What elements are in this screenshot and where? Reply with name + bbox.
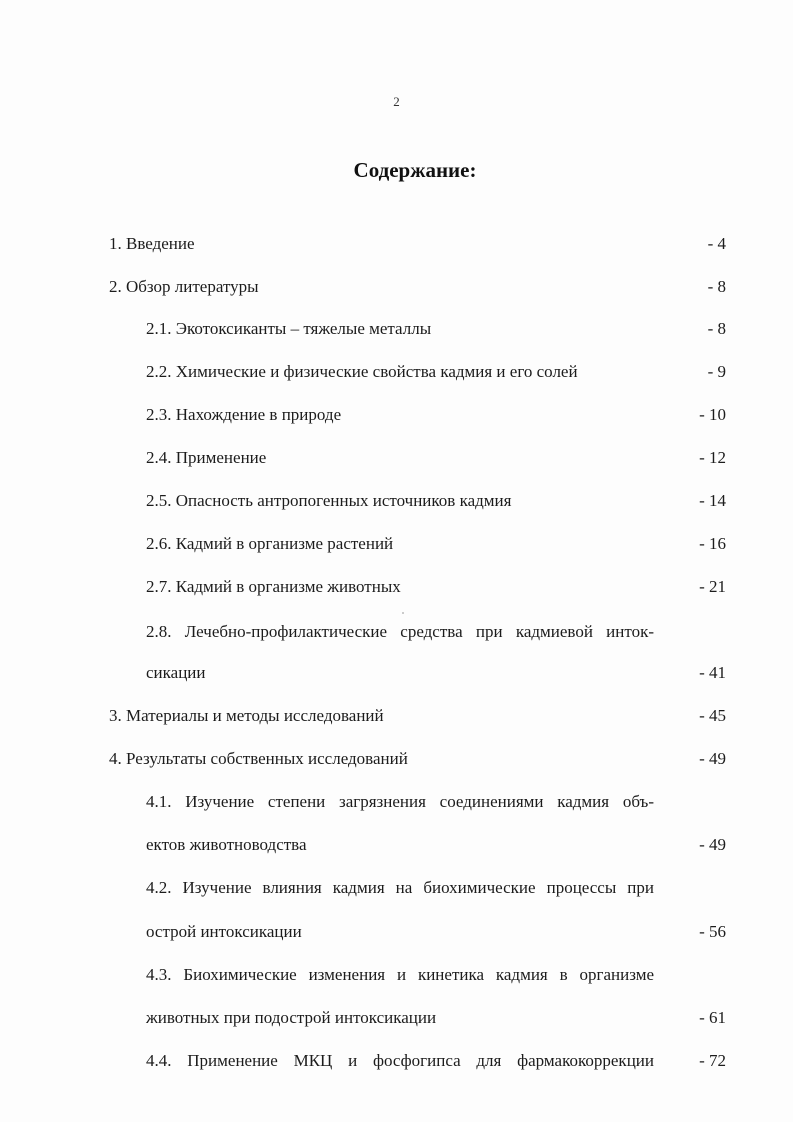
page-number: 2: [393, 94, 400, 109]
toc-entry-text: 4.2. Изучение влияния кадмия на биохимические процессы при: [146, 878, 654, 897]
toc-entry-4-3-continued: [0, 1006, 793, 1030]
toc-entry-2-2: [0, 360, 793, 384]
toc-entry-text: 3. Материалы и методы исследований: [109, 706, 384, 725]
toc-entry-page: - 49: [699, 749, 726, 768]
toc-entry-page: - 14: [699, 491, 726, 510]
toc-entry-page: - 8: [707, 277, 726, 296]
toc-entry-4-3: [0, 963, 793, 987]
toc-entry-2-1: [0, 317, 793, 341]
toc-entry-text: 1. Введение: [109, 234, 195, 253]
toc-entry-page: - 10: [699, 405, 726, 424]
toc-entry-4-2: [0, 876, 793, 900]
toc-entry-2-6: [0, 532, 793, 556]
toc-entry-results: [0, 747, 793, 771]
toc-entry-text: 2.3. Нахождение в природе: [146, 405, 342, 424]
toc-entry-page: - 61: [699, 1008, 726, 1027]
toc-entry-2-8: [0, 620, 793, 644]
toc-entry-page: - 21: [699, 577, 726, 596]
toc-entry-text: сикации: [146, 663, 206, 682]
toc-entry-materials-methods: [0, 704, 793, 728]
toc-entry-text: животных при подострой интоксикации: [146, 1008, 437, 1027]
toc-entry-text: 4. Результаты собственных исследований: [109, 749, 408, 768]
toc-entry-text: 2.1. Экотоксиканты – тяжелые металлы: [146, 319, 432, 338]
toc-entry-2-5: [0, 489, 793, 513]
toc-entry-page: - 56: [699, 922, 726, 941]
toc-entry-text: 2.5. Опасность антропогенных источников кадмия: [146, 491, 512, 510]
toc-entry-page: - 12: [699, 448, 726, 467]
toc-entry-text: 2.6. Кадмий в организме растений: [146, 534, 394, 553]
toc-entry-4-1-continued: [0, 833, 793, 857]
toc-entry-4-2-continued: [0, 920, 793, 944]
toc-entry-text: острой интоксикации: [146, 922, 302, 941]
toc-entry-text: 2.2. Химические и физические свойства кадмия и его солей: [146, 362, 578, 381]
toc-entry-2-8-continued: [0, 661, 793, 685]
toc-title: Содержание:: [353, 158, 477, 182]
toc-entry-page: - 4: [707, 234, 726, 253]
toc-entry-text: 2.7. Кадмий в организме животных: [146, 577, 401, 596]
toc-entry-4-4: [0, 1049, 793, 1073]
toc-entry-text: 4.4. Применение МКЦ и фосфогипса для фармакокоррекции: [146, 1051, 654, 1070]
toc-entry-2-7: [0, 575, 793, 599]
toc-entry-introduction: [0, 232, 793, 256]
toc-entry-text: 2. Обзор литературы: [109, 277, 259, 296]
scan-speck: [402, 612, 404, 614]
toc-entry-text: ектов животноводства: [146, 835, 307, 854]
toc-entry-page: - 45: [699, 706, 726, 725]
toc-entry-page: - 41: [699, 663, 726, 682]
toc-entry-page: - 9: [707, 362, 726, 381]
toc-entry-text: 2.8. Лечебно-профилактические средства при кадмиевой инток-: [146, 622, 654, 641]
toc-entry-literature-review: [0, 275, 793, 299]
toc-entry-2-3: [0, 403, 793, 427]
toc-entry-text: 2.4. Применение: [146, 448, 267, 467]
toc-entry-2-4: [0, 446, 793, 470]
toc-entry-text: 4.1. Изучение степени загрязнения соединениями кадмия объ-: [146, 792, 654, 811]
toc-entry-text: 4.3. Биохимические изменения и кинетика кадмия в организме: [146, 965, 654, 984]
toc-entry-page: - 49: [699, 835, 726, 854]
toc-entry-page: - 8: [707, 319, 726, 338]
toc-entry-page: - 16: [699, 534, 726, 553]
toc-entry-page: - 72: [699, 1051, 726, 1070]
toc-entry-4-1: [0, 790, 793, 814]
